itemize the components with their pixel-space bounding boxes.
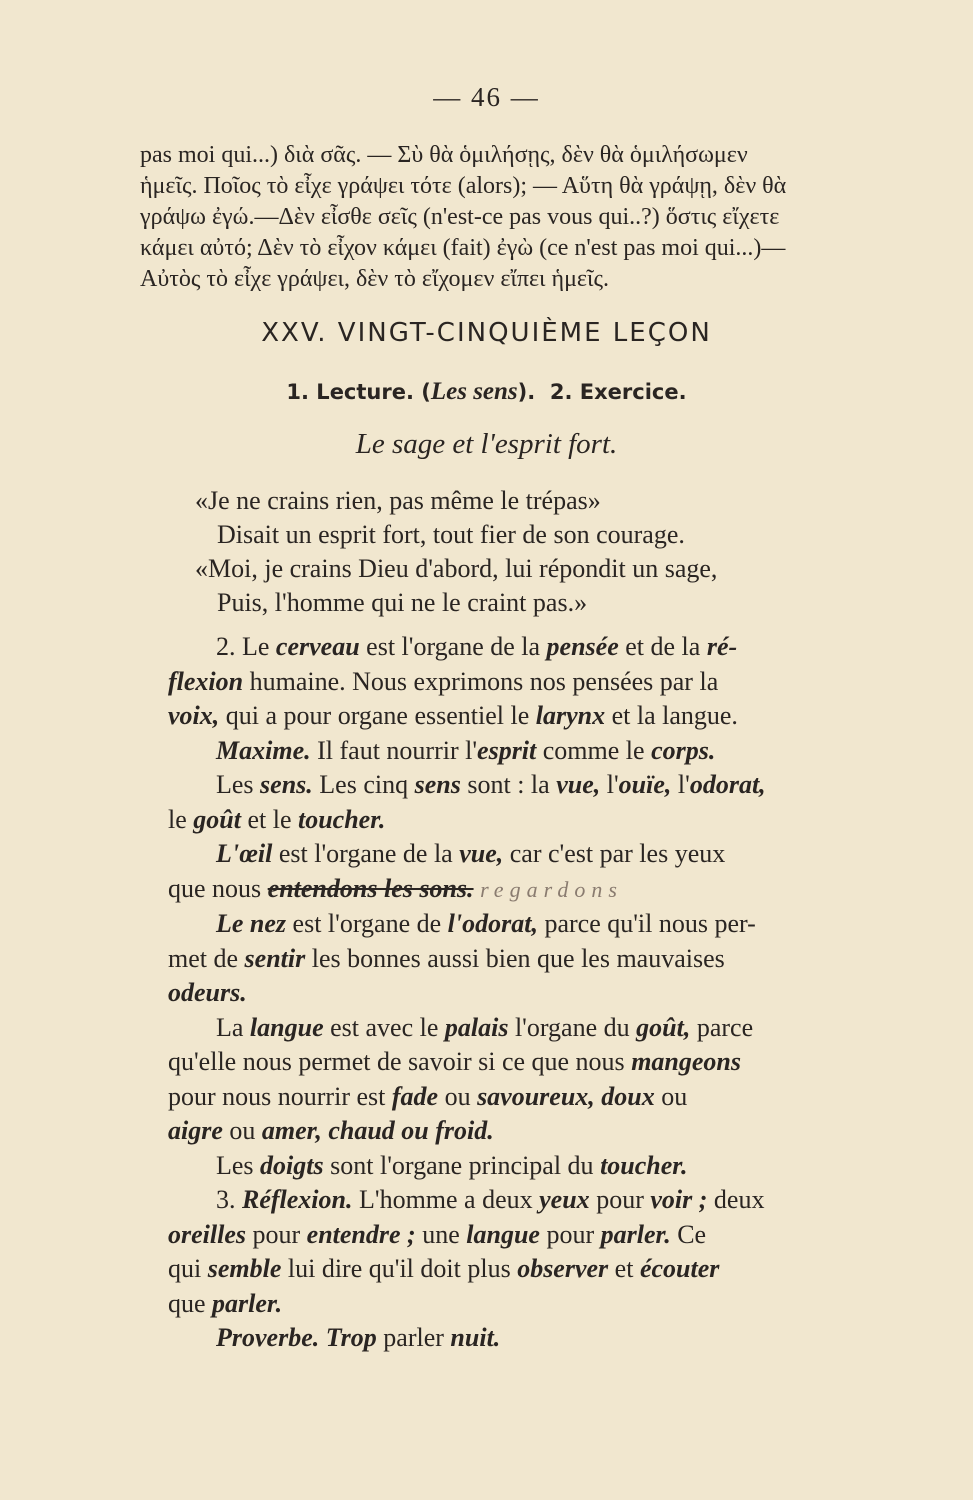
lecture-title: Les sens	[430, 378, 518, 405]
keyword: sens.	[260, 770, 313, 799]
keyword: flexion	[168, 666, 244, 696]
text: et	[608, 1254, 640, 1283]
keyword: cerveau	[275, 632, 360, 661]
keyword: Proverbe.	[216, 1323, 320, 1352]
body-line	[168, 1252, 928, 1287]
text: pour nous nourrir est	[168, 1081, 392, 1111]
greek-line: Αὐτὸς τὸ εἶχε γράψει, δὲν τὸ εἴχομεν εἴπει ἡμεῖς.	[140, 266, 609, 292]
text: humaine. Nous exprimons nos pensées par la	[243, 666, 719, 696]
text: Les cinq	[312, 770, 415, 799]
text: 2. Le	[216, 632, 276, 661]
keyword: ouïe,	[618, 770, 672, 799]
text: L'homme a deux	[352, 1185, 540, 1214]
text: parce qu'il nous per-	[537, 909, 756, 938]
keyword: vue,	[556, 770, 601, 799]
greek-line: κάμει αὐτό; Δὲν τὸ εἶχον κάμει (fait) ἐγὼ (ce n'est pas moi qui...)—	[140, 235, 786, 261]
text: l'	[600, 770, 619, 799]
keyword: Maxime.	[216, 735, 311, 765]
text: sont : la	[460, 770, 557, 799]
keyword: fade	[391, 1081, 439, 1111]
lecture-label: 1. Lecture. (	[286, 380, 431, 404]
text: que	[168, 1288, 213, 1318]
keyword: Réflexion.	[242, 1185, 353, 1214]
text: et la langue.	[605, 701, 738, 730]
keyword: écouter	[639, 1254, 720, 1283]
text: qu'elle nous permet de savoir si ce que nous	[168, 1047, 632, 1076]
keyword: nuit.	[450, 1323, 501, 1352]
poem-line: «Moi, je crains Dieu d'abord, lui répondit un sage,	[195, 554, 718, 583]
text: ou	[438, 1081, 478, 1111]
body-line	[168, 872, 928, 908]
keyword: toucher.	[297, 804, 386, 834]
keyword: larynx	[535, 701, 606, 730]
keyword: l'odorat,	[447, 909, 538, 938]
greek-line: γράψω ἐγώ.—Δὲν εἶσθε σεῖς (n'est-ce pas vous qui..?) ὅστις εἴχετε	[140, 204, 780, 230]
handwritten-note: regardons	[480, 876, 623, 902]
keyword: langue	[466, 1219, 540, 1249]
body-line	[168, 1114, 928, 1149]
keyword: L'œil	[216, 839, 273, 868]
text: pour	[589, 1185, 651, 1214]
greek-line: pas moi qui...) διὰ σᾶς. — Σὺ θὰ ὁμιλήσῃς, δὲν θὰ ὁμιλήσωμεν	[140, 142, 748, 168]
text: ou	[222, 1116, 262, 1145]
keyword: toucher.	[600, 1150, 688, 1180]
keyword: esprit	[477, 735, 537, 765]
poem-line: Disait un esprit fort, tout fier de son courage.	[217, 520, 685, 549]
text: car c'est par les yeux	[503, 839, 726, 868]
keyword: pensée	[546, 632, 619, 661]
keyword: corps.	[651, 735, 716, 765]
text: parler	[376, 1323, 451, 1352]
keyword: palais	[444, 1012, 509, 1042]
body-line	[168, 665, 928, 700]
text: lui dire qu'il doit plus	[281, 1254, 518, 1283]
keyword: doigts	[260, 1150, 324, 1180]
body-line	[168, 942, 928, 977]
text: l'	[671, 770, 690, 799]
lesson-heading: XXV. VINGT-CINQUIÈME LEÇON	[261, 318, 712, 348]
text: les bonnes aussi bien que les mauvaises	[305, 943, 725, 973]
body-line	[168, 1011, 928, 1046]
keyword: parler.	[600, 1219, 671, 1249]
keyword: sentir	[244, 943, 306, 973]
body-line	[168, 803, 928, 838]
body-line	[168, 1321, 928, 1356]
lesson-body	[168, 630, 928, 1356]
keyword: goût,	[636, 1012, 691, 1042]
keyword: parler.	[212, 1288, 283, 1318]
text: qui	[168, 1254, 208, 1283]
body-line	[168, 1287, 928, 1322]
text: est l'organe de la	[359, 632, 547, 661]
body-line	[168, 1183, 928, 1218]
body-line	[168, 1149, 928, 1184]
text: Il faut nourrir l'	[310, 735, 478, 765]
text: Les	[216, 770, 261, 799]
text: deux	[707, 1185, 765, 1214]
poem-line: «Je ne crains rien, pas même le trépas»	[195, 486, 601, 515]
lesson-subheading	[0, 378, 973, 406]
keyword: voir ;	[650, 1185, 708, 1214]
body-line	[168, 1045, 928, 1080]
body-line	[168, 1080, 928, 1115]
text: comme le	[536, 735, 652, 765]
poem-line: Puis, l'homme qui ne le craint pas.»	[217, 588, 588, 617]
text: Ce	[670, 1219, 707, 1249]
keyword: langue	[249, 1012, 324, 1042]
keyword: oreilles	[168, 1219, 246, 1249]
text: et le	[240, 804, 298, 834]
text: est l'organe de la	[272, 839, 460, 868]
keyword: ré-	[706, 632, 738, 661]
text: pour	[246, 1219, 307, 1249]
text: met de	[168, 943, 245, 973]
keyword: observer	[517, 1254, 609, 1283]
text: parce	[690, 1012, 754, 1042]
keyword: odorat,	[689, 770, 766, 799]
struck-text: entendons les sons.	[267, 873, 474, 903]
greek-exercise-text	[140, 140, 910, 295]
body-line	[168, 768, 928, 803]
keyword: mangeons	[631, 1047, 741, 1076]
body-line	[168, 976, 928, 1011]
poem-title: Le sage et l'esprit fort.	[355, 428, 618, 460]
keyword: sens	[414, 770, 461, 799]
keyword: odeurs.	[168, 978, 247, 1007]
keyword: Le nez	[216, 909, 287, 938]
text: est l'organe de	[286, 909, 448, 938]
keyword: amer, chaud ou froid.	[261, 1116, 494, 1145]
text: est avec le	[323, 1012, 445, 1042]
text: une	[415, 1219, 467, 1249]
keyword: Trop	[319, 1323, 377, 1352]
keyword: vue,	[459, 839, 504, 868]
keyword: semble	[207, 1254, 282, 1283]
body-line	[168, 1218, 928, 1253]
keyword: yeux	[539, 1185, 590, 1214]
text: qui a pour organe essentiel le	[219, 701, 536, 730]
text: ou	[654, 1081, 688, 1111]
keyword: savoureux, doux	[477, 1081, 655, 1111]
text: sont l'organe principal du	[323, 1150, 601, 1180]
text: que nous	[168, 873, 268, 903]
text: La	[216, 1012, 250, 1042]
body-line	[168, 837, 928, 872]
body-line	[168, 734, 928, 769]
exercice-label: 2. Exercice.	[549, 380, 687, 404]
text: Les	[216, 1150, 261, 1180]
text: et de la	[618, 632, 707, 661]
body-line	[168, 630, 928, 665]
poem	[195, 484, 717, 620]
keyword: voix,	[168, 701, 220, 730]
keyword: aigre	[168, 1116, 223, 1145]
greek-line: ἡμεῖς. Ποῖος τὸ εἶχε γράψει τότε (alors); — Αὕτη θὰ γράψῃ, δὲν θὰ	[140, 173, 787, 199]
body-line	[168, 699, 928, 734]
lecture-end: ).	[517, 380, 536, 404]
text: l'organe du	[508, 1012, 637, 1042]
body-line	[168, 907, 928, 942]
text: pour	[539, 1219, 601, 1249]
text: le	[168, 804, 194, 834]
keyword: entendre ;	[306, 1219, 416, 1249]
text: 3.	[216, 1185, 242, 1214]
page-number: — 46 —	[433, 82, 540, 112]
keyword: goût	[193, 804, 241, 834]
